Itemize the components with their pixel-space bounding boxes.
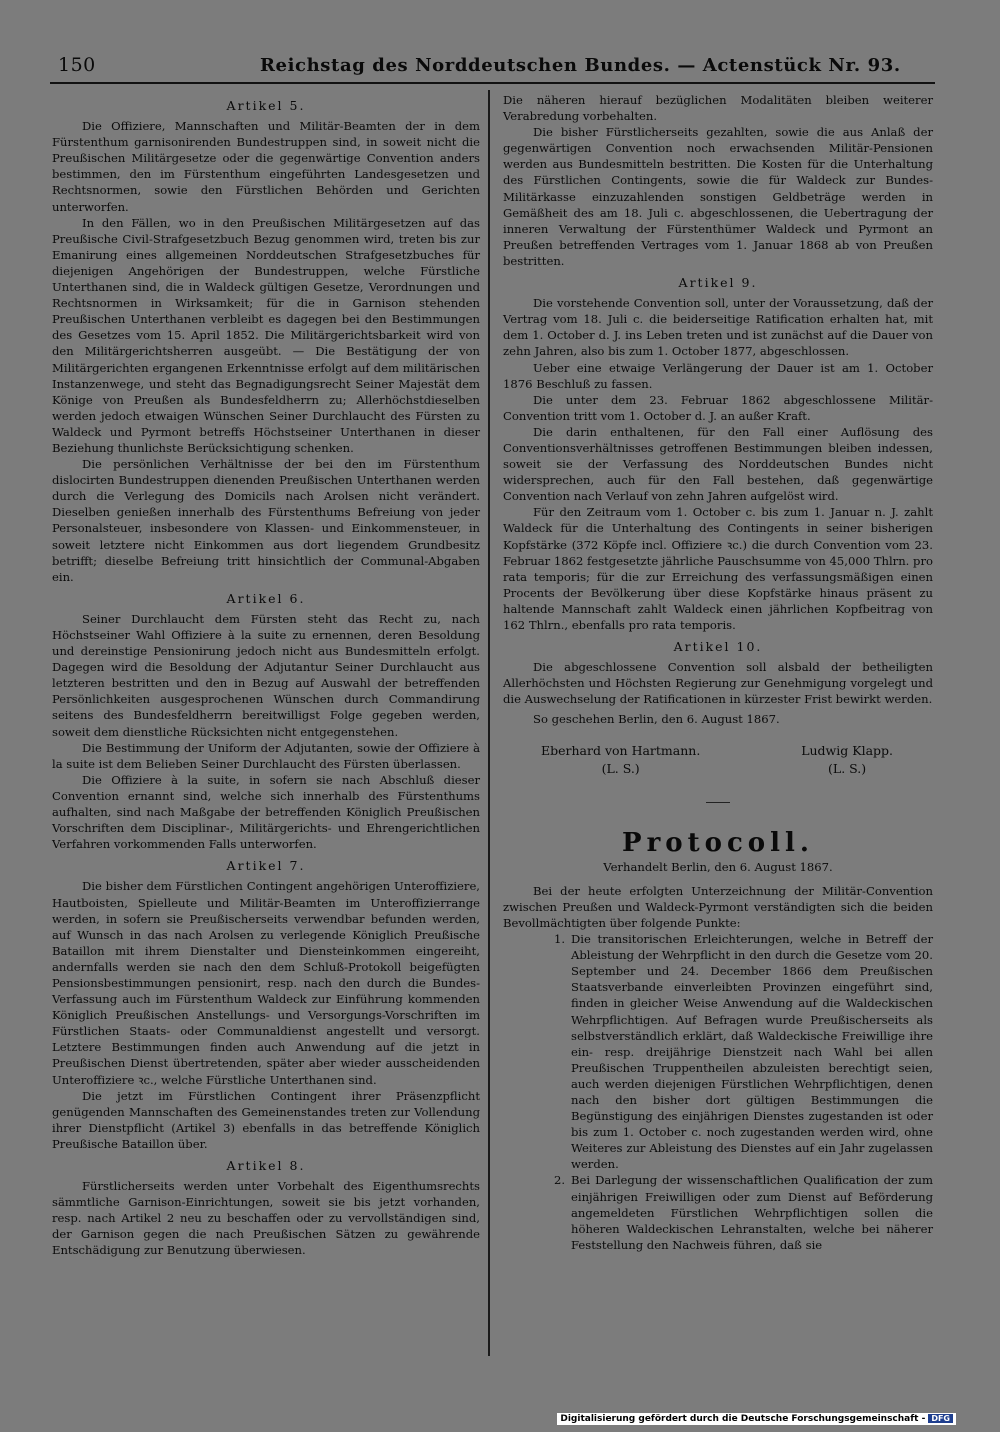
article-8-paragraph-2: Die bisher Fürstlicherseits gezahlten, sowie die aus Anlaß der gegenwärtigen Convention noch erwachsenden Militär-Pensionen werden aus Bundesmitteln bestritten. Die Kosten für die Unterhaltung des Fürstlichen Contingents, sowie die für Waldeck zur Bundes-Militärkasse einzuzahlenden sonstigen Geldbeträge werden in Gemäßheit des am 18. Juli c. abgeschlossenen, die Uebertragung der inneren Verwaltung der Fürstenthümer Waldeck und Pyrmont an Preußen betreffenden Vertrages vom 1. Januar 1868 ab von Preußen bestritten. [503,125,933,268]
protocol-title: Protocoll. [622,827,814,858]
article-9-paragraph-1: Die vorstehende Convention soll, unter der Voraussetzung, daß der Vertrag vom 18. Juli c. die beiderseitige Ratification erhalten hat, mit dem 1. October d. J. ins Leben treten und ist zunächst auf die Dauer von zehn Jahren, also bis zum 1. October 1877, abgeschlossen. [503,296,933,359]
article-10-heading: Artikel 10. [673,639,763,655]
protocol-item-2-text: Bei Darlegung der wissenschaftlichen Qualification der zum einjährigen Freiwilligen oder zum Dienst auf Beförderung angemeldeten Fürstlichen Wehrpflichtigen sollen die höheren Waldeckischen Lehranstalten, welche bei näherer Feststellung den Nachweis führen, daß sie [571,1173,933,1252]
article-8-paragraph-1: Fürstlicherseits werden unter Vorbehalt des Eigenthumsrechts sämmtliche Garnison-Einrichtungen, soweit sie bis jetzt vorhanden, resp. nach Artikel 2 neu zu beschaffen oder zu vervollständigen sind, der Garnison gegen die nach Preußischen Sätzen zu gewährende Entschädigung zur Benutzung überwiesen. [52,1179,480,1258]
signatory-1-name: Eberhard von Hartmann. [541,742,701,758]
header-rule [50,82,935,84]
page-number: 150 [58,54,96,76]
article-6-heading: Artikel 6. [226,590,306,606]
protocol-item-2-number: 2. [553,1173,565,1188]
column-divider [488,90,490,1356]
article-7-paragraph-1: Die bisher dem Fürstlichen Contingent angehörigen Unteroffiziere, Hautboisten, Spielleute und Militär-Beamten im Unteroffizierrange werden, in sofern sie Preußischerseits verwendbar befunden werden, auf Wunsch in das nach Arolsen zu verlegende Königlich Preußische Bataillon mit ihrem Dienstalter und Diensteinkommen eingereiht, andernfalls werden sie nach den dem Schluß-Protokoll beigefügten Pensionsbestimmungen pensionirt, resp. nach den durch die Bundes-Verfassung auch im Fürstenthum Waldeck zur Einführung kommenden Königlich Preußischen Anstellungs- und Versorgungs-Vorschriften im Fürstlichen Staats- oder Communaldienst angestellt und versorgt. Letztere Bestimmungen finden auch Anwendung auf die jetzt in Preußischen Dienst übertretenden, später aber wieder ausscheidenden Unteroffiziere ꝛc., welche Fürstliche Unterthanen sind. [52,879,480,1087]
protocol-place-date: Verhandelt Berlin, den 6. August 1867. [603,859,833,874]
article-7-heading: Artikel 7. [226,858,306,874]
left-column [52,92,480,1259]
signing-place-date: So geschehen Berlin, den 6. August 1867. [533,712,780,727]
article-9-paragraph-5: Für den Zeitraum vom 1. October c. bis zum 1. Januar n. J. zahlt Waldeck für die Unterhaltung des Contingents in seiner bisherigen Kopfstärke (372 Köpfe incl. Offiziere ꝛc.) die durch Convention vom 23. Februar 1862 festgesetzte jährliche Pauschsumme von 45,000 Thlrn. pro rata temporis; für die zur Erreichung des verfassungsmäßigen einen Procents der Bevölkerung über diese Kopfstärke hinaus präsent zu haltende Mannschaft zahlt Waldeck einen jährlichen Kopfbeitrag von 162 Thlrn., ebenfalls pro rata temporis. [503,505,933,632]
article-5-paragraph-2: In den Fällen, wo in den Preußischen Militärgesetzen auf das Preußische Civil-Strafgesetzbuch Bezug genommen wird, treten bis zur Emanirung eines allgemeinen Norddeutschen Strafgesetzbuches für diejenigen Angehörigen der Bundestruppen, welche Fürstliche Unterthanen sind, die in Waldeck gültigen Gesetze, Verordnungen und Rechtsnormen in Wirksamkeit; für die in Garnison stehenden Preußischen Unterthanen verbleibt es dagegen bei den Bestimmungen des Gesetzes vom 15. April 1852. Die Militärgerichtsbarkeit wird von den Militärgerichtsherren ausgeübt. — Die Bestätigung der von Militärgerichten ergangenen Erkenntnisse erfolgt auf dem militärischen Instanzenwege, und steht das Begnadigungsrecht Seiner Majestät dem Könige von Preußen als Bundesfeldherrn zu; Allerhöchstdieselben werden jedoch etwaigen Wünschen Seiner Durchlaucht des Fürsten zu Waldeck und Pyrmont betreffs Höchstseiner Unterthanen in dieser Beziehung thunlichste Berücksichtigung schenken. [52,215,480,455]
article-5-heading: Artikel 5. [226,98,306,113]
article-7-paragraph-2: Die jetzt im Fürstlichen Contingent ihrer Präsenzpflicht genügenden Mannschaften des Gemeinenstandes treten zur Vollendung ihrer Dienstpflicht (Artikel 3) ebenfalls in das betreffende Königlich Preußische Bataillon über. [52,1088,480,1151]
protocol-item-2 [503,1172,933,1252]
running-title: Reichstag des Norddeutschen Bundes. — Actenstück Nr. 93. [260,55,901,76]
protocol-item-1-number: 1. [553,932,565,947]
article-9-paragraph-2: Ueber eine etwaige Verlängerung der Dauer ist am 1. October 1876 Beschluß zu fassen. [503,360,933,391]
article-6-paragraph-1: Seiner Durchlaucht dem Fürsten steht das Recht zu, nach Höchstseiner Wahl Offiziere à la suite zu ernennen, deren Besoldung und dereinstige Pensionirung jedoch nicht aus Bundesmitteln erfolgt. Dagegen wird die Besoldung der Adjutantur Seiner Durchlaucht aus letzteren bestritten und den in Bezug auf Auswahl der betreffenden Persönlichkeiten ausgesprochenen Wünschen durch Commandirung seitens des Bundesfeldherrn bereitwilligst Folge gegeben werden, soweit dem dienstliche Rücksichten nicht entgegenstehen. [52,611,480,739]
article-6-paragraph-3: Die Offiziere à la suite, in sofern sie nach Abschluß dieser Convention ernannt sind, welche sich innerhalb des Fürstenthums aufhalten, sind nach Maßgabe der betreffenden Königlich Preußischen Vorschriften dem Disciplinar-, Militärgerichts- und Ehrengerichtlichen Verfahren vorkommenden Falls unterworfen. [52,772,480,852]
signatory-1-seal: (L. S.) [601,760,640,776]
article-9-heading: Artikel 9. [678,275,758,291]
article-9-paragraph-3: Die unter dem 23. Februar 1862 abgeschlossene Militär-Convention tritt vom 1. October d. J. an außer Kraft. [503,392,933,423]
article-10-paragraph-1: Die abgeschlossene Convention soll alsbald der betheiligten Allerhöchsten und Höchsten Regierung zur Genehmigung vorgelegt und die Auswechselung der Ratificationen in kürzester Frist bewirkt werden. [503,660,933,707]
article-5-paragraph-1: Die Offiziere, Mannschaften und Militär-Beamten der in dem Fürstenthum garnisonirenden Bundestruppen sind, in soweit nicht die Preußischen Militärgesetze oder die gegenwärtige Convention anders bestimmen, den im Fürstenthum eingeführten Landesgesetzen und Rechtsnormen, sowie den Fürstlichen Behörden und Gerichten unterworfen. [52,119,480,214]
article-9-paragraph-4: Die darin enthaltenen, für den Fall einer Auflösung des Conventionsverhältnisses getroffenen Bestimmungen bleiben indessen, soweit sie der Verfassung des Norddeutschen Bundes nicht widersprechen, auch für den Fall bestehen, daß gegenwärtige Convention nach Verlauf von zehn Jahren aufgelöst wird. [503,424,933,504]
signatory-2-seal: (L. S.) [828,760,867,776]
protocol-item-1-text: Die transitorischen Erleichterungen, welche in Betreff der Ableistung der Wehrpflicht in den durch die Gesetze vom 20. September und 24. December 1866 dem Preußischen Staatsverbande einverleibten Provinzen eingeführt sind, finden in gleicher Weise Anwendung auf die Waldeckischen Wehrpflichtigen. Auf Befragen wurde Preußischerseits als selbstverständlich erklärt, daß Waldeckische Freiwillige ihre ein- resp. dreijährige Dienstzeit nach Wahl bei allen Preußischen Truppentheilen abzuleisten berechtigt seien, auch werden diejenigen Fürstlichen Wehrpflichtigen, denen nach den bisher dort gültigen Bestimmungen die Begünstigung des einjährigen Dienstes zugestanden ist oder bis zum 1. October c. noch zugestanden werden wird, ohne Weiteres zur Ableistung des Dienstes auf ein Jahr zugelassen werden. [571,932,933,1172]
credit-text: Digitalisierung gefördert durch die Deutsche Forschungsgemeinschaft - [560,1414,926,1424]
article-6-paragraph-2: Die Bestimmung der Uniform der Adjutanten, sowie der Offiziere à la suite ist dem Belieben Seiner Durchlaucht des Fürsten überlassen. [52,740,480,771]
protocol-intro: Bei der heute erfolgten Unterzeichnung der Militär-Convention zwischen Preußen und Waldeck-Pyrmont verständigten sich die beiden Bevollmächtigten über folgende Punkte: [503,883,933,930]
digitization-credit [557,1413,956,1425]
signatures [503,742,933,778]
signatory-2-name: Ludwig Klapp. [801,742,893,758]
page-header [50,50,930,80]
article-8-continuation: Die näheren hierauf bezüglichen Modalitäten bleiben weiterer Verabredung vorbehalten. [503,93,933,124]
signatory-2 [801,742,893,778]
signatory-1 [541,742,700,778]
section-divider [706,802,730,803]
article-8-heading: Artikel 8. [226,1158,306,1173]
article-5-paragraph-3: Die persönlichen Verhältnisse der bei den im Fürstenthum dislocirten Bundestruppen dienenden Preußischen Unterthanen werden durch die Verlegung des Domicils nach Arolsen nicht verändert. Dieselben genießen innerhalb des Fürstenthums Befreiung von jeder Personalsteuer, insbesondere von Klassen- und Einkommensteuer, in soweit letztere nicht Einkommen aus dort liegendem Grundbesitz betrifft; dieselbe Befreiung tritt hinsichtlich der Communal-Abgaben ein. [52,457,480,584]
dfg-logo: DFG [928,1414,953,1423]
right-column [503,92,933,1253]
protocol-item-1 [503,931,933,1172]
